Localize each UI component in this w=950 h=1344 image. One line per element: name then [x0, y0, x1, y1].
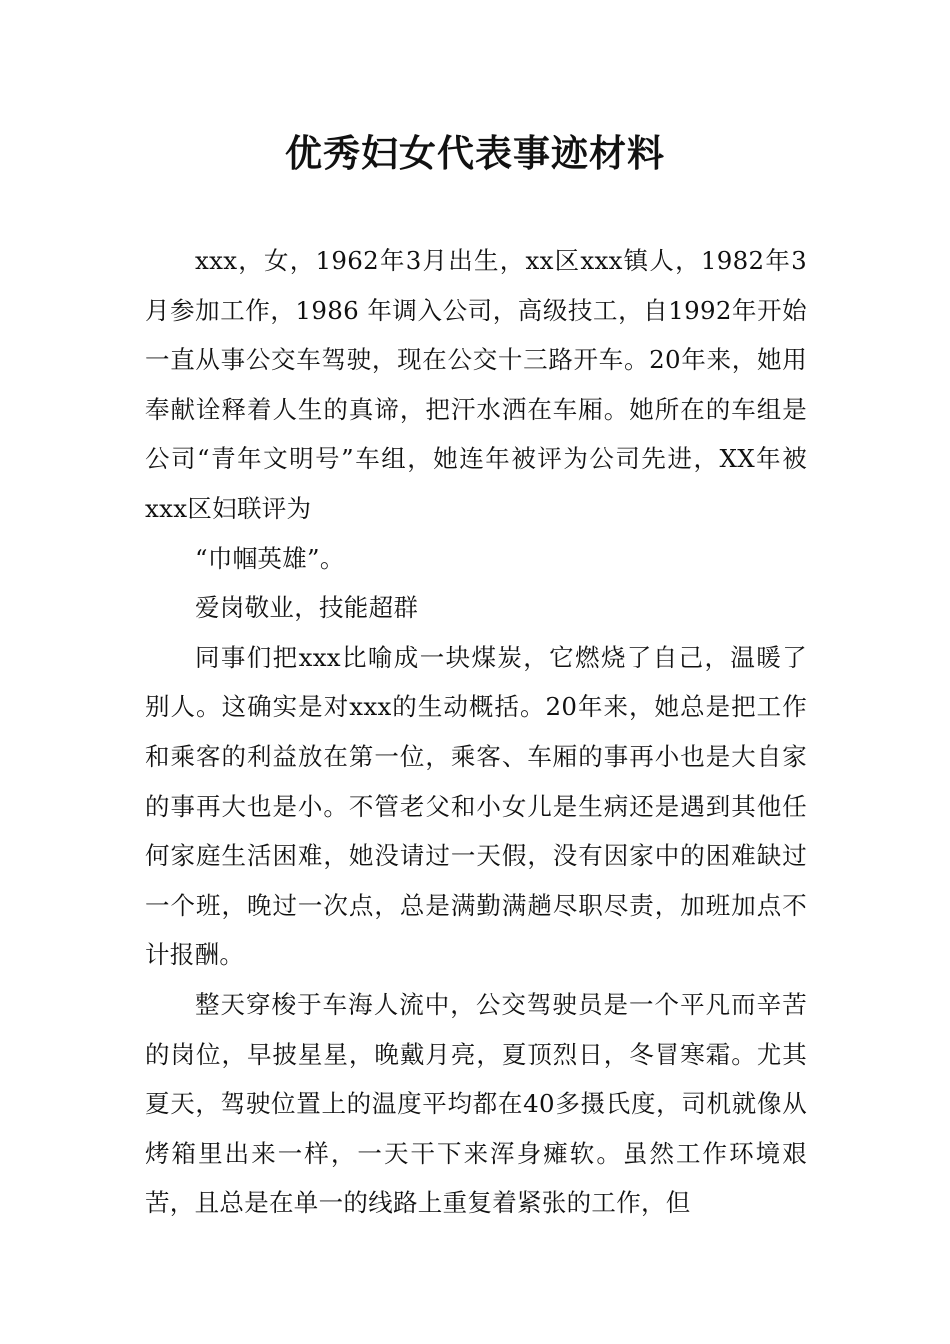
document-title: 优秀妇女代表事迹材料 — [285, 131, 665, 175]
paragraph-honor: “巾帼英雄”。 — [195, 543, 345, 573]
section-heading: 爱岗敬业，技能超群 — [195, 593, 419, 623]
paragraph-coal-metaphor: 同事们把xxx比喻成一块煤炭，它燃烧了自己，温暖了别人。这确实是对xxx的生动概括。20年来，她总是把工作和乘客的利益放在第一位，乘客、车厢的事再小也是大自家的事再大也是小。不管老父和小女儿是生病还是遇到其他任何家庭生活困难，她没请过一天假，没有因家中的困难缺过一个班，晚过一次点，总是满勤满趟尽职尽责，加班加点不计报酬。 — [145, 642, 807, 970]
paragraph-intro: xxx，女，1962年3月出生，xx区xxx镇人，1982年3月参加工作，1986 年调入公司，高级技工，自1992年开始一直从事公交车驾驶，现在公交十三路开车。20年来，她用奉献诠释着人生的真谛，把汗水洒在车厢。她所在的车组是公司“青年文明号”车组，她连年被评为公司先进，XX年被xxx区妇联评为 — [145, 246, 807, 523]
document-body — [145, 236, 807, 1228]
paragraph-working-conditions: 整天穿梭于车海人流中，公交驾驶员是一个平凡而辛苦的岗位，早披星星，晚戴月亮，夏顶烈日，冬冒寒霜。尤其夏天，驾驶位置上的温度平均都在40多摄氏度，司机就像从烤箱里出来一样，一天干下来浑身瘫软。虽然工作环境艰苦，且总是在单一的线路上重复着紧张的工作，但 — [145, 989, 807, 1218]
